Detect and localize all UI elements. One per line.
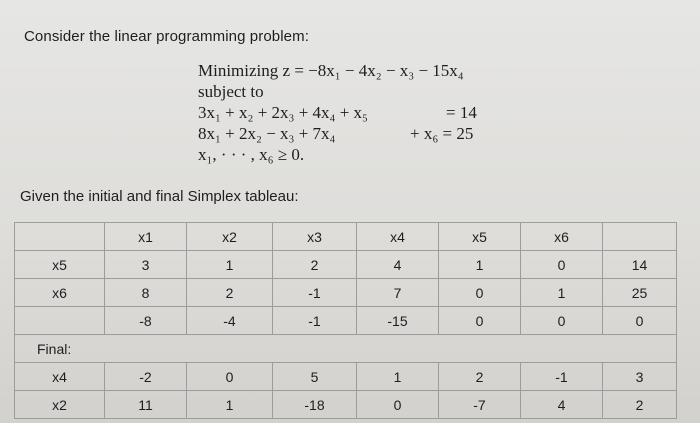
tableau-cell: 0: [521, 251, 603, 279]
tableau-cell: x3: [273, 223, 357, 251]
tableau-cell: 1: [521, 279, 603, 307]
tableau-cell: x5: [15, 251, 105, 279]
tableau-cell: -1: [273, 307, 357, 335]
tableau-final-row: [15, 391, 677, 419]
tableau-cell: x5: [439, 223, 521, 251]
tableau-final-row: [15, 363, 677, 391]
simplex-tableau: [14, 222, 677, 419]
tableau-cell: x4: [15, 363, 105, 391]
tableau-header-row: [15, 223, 677, 251]
tableau-cell: -4: [187, 307, 273, 335]
tableau-cell: x1: [105, 223, 187, 251]
tableau-cell: 1: [357, 363, 439, 391]
tableau-final-label-row: [15, 335, 677, 363]
tableau-cell: 0: [603, 307, 677, 335]
tableau-cell: x6: [521, 223, 603, 251]
tableau-initial-row: [15, 251, 677, 279]
tableau-cell: 2: [273, 251, 357, 279]
tableau-cell: 1: [187, 251, 273, 279]
nonnegativity-constraint: x₁, · · · , x₆ ≥ 0.: [198, 145, 305, 164]
tableau-cell: 4: [521, 391, 603, 419]
tableau-cell: -7: [439, 391, 521, 419]
tableau-cell: 2: [439, 363, 521, 391]
tableau-cell: 0: [357, 391, 439, 419]
tableau-cell: -8: [105, 307, 187, 335]
tableau-cell: [603, 223, 677, 251]
tableau-caption: Given the initial and final Simplex tableau:: [20, 188, 299, 205]
tableau-cell: 25: [603, 279, 677, 307]
tableau-cell: 4: [357, 251, 439, 279]
tableau-cell: -15: [357, 307, 439, 335]
tableau-cell: [15, 307, 105, 335]
tableau-initial-row: [15, 279, 677, 307]
tableau-cell: 0: [439, 279, 521, 307]
tableau-cell: 3: [105, 251, 187, 279]
tableau-cell: 1: [439, 251, 521, 279]
constraint-1-lhs: 3x₁ + x₂ + 2x₃ + 4x₄ + x₅: [198, 103, 368, 122]
tableau-cell: 5: [273, 363, 357, 391]
constraint-2-lhs: 8x₁ + 2x₂ − x₃ + 7x₄: [198, 124, 336, 143]
tableau-cell: [15, 223, 105, 251]
tableau-cell: x2: [187, 223, 273, 251]
tableau-cell: 0: [439, 307, 521, 335]
tableau-cell: 2: [603, 391, 677, 419]
tableau-cell: 0: [521, 307, 603, 335]
constraint-1-rhs: = 14: [446, 103, 477, 122]
subject-to-label: subject to: [198, 82, 264, 101]
tableau-cell: -1: [521, 363, 603, 391]
tableau-cell: 1: [187, 391, 273, 419]
tableau-cell: 0: [187, 363, 273, 391]
tableau-cell: -18: [273, 391, 357, 419]
tableau-cell: 3: [603, 363, 677, 391]
objective-function: Minimizing z = −8x₁ − 4x₂ − x₃ − 15x₄: [198, 61, 464, 80]
tableau-cell: 2: [187, 279, 273, 307]
problem-intro: Consider the linear programming problem:: [24, 28, 309, 45]
tableau-cell: x6: [15, 279, 105, 307]
tableau-initial-row: [15, 307, 677, 335]
tableau-cell: -1: [273, 279, 357, 307]
tableau-cell: -2: [105, 363, 187, 391]
final-tableau-label: Final:: [15, 335, 677, 363]
constraint-2-rhs: + x₆ = 25: [410, 124, 474, 143]
tableau-cell: 14: [603, 251, 677, 279]
tableau-cell: 11: [105, 391, 187, 419]
tableau-cell: 8: [105, 279, 187, 307]
tableau-cell: x4: [357, 223, 439, 251]
tableau-cell: 7: [357, 279, 439, 307]
tableau-cell: x2: [15, 391, 105, 419]
